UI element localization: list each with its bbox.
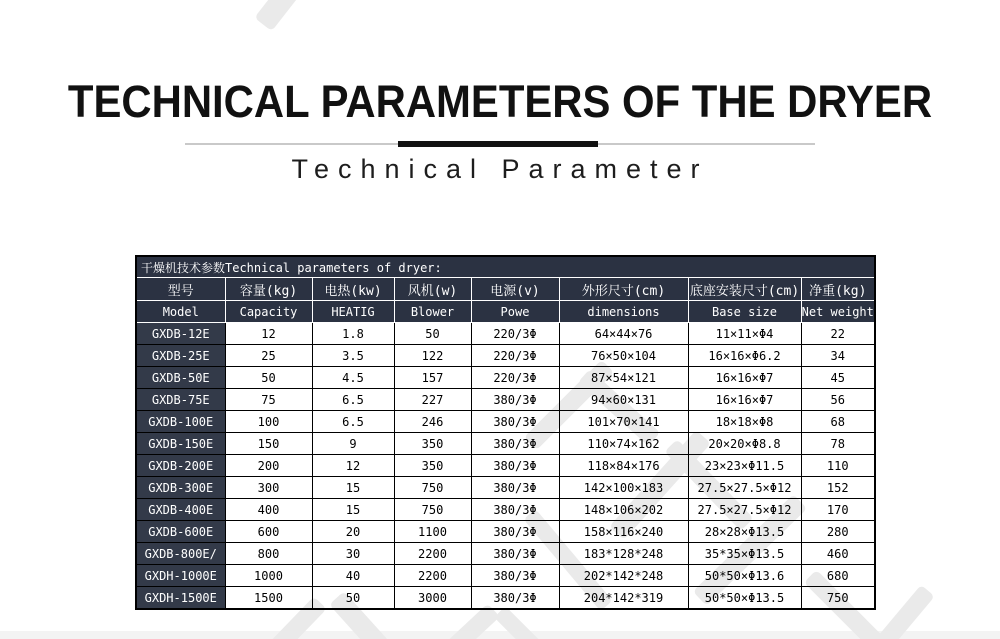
cell-blower: 2200 — [394, 565, 471, 587]
cell-net-weight: 56 — [801, 389, 875, 411]
cell-capacity: 1500 — [225, 587, 312, 610]
cell-heatig: 3.5 — [312, 345, 394, 367]
table-row — [136, 389, 875, 411]
cell-powe: 220/3Φ — [471, 367, 559, 389]
table-row — [136, 565, 875, 587]
header-en-base-size: Base size — [688, 301, 801, 323]
cell-blower: 246 — [394, 411, 471, 433]
cell-dimensions: 142×100×183 — [559, 477, 688, 499]
cell-model: GXDB-150E — [136, 433, 225, 455]
cell-heatig: 6.5 — [312, 411, 394, 433]
table-row — [136, 455, 875, 477]
cell-heatig: 30 — [312, 543, 394, 565]
cell-heatig: 4.5 — [312, 367, 394, 389]
cell-model: GXDB-800E/ — [136, 543, 225, 565]
header-zh-dimensions: 外形尺寸(cm) — [559, 278, 688, 301]
cell-blower: 227 — [394, 389, 471, 411]
cell-dimensions: 76×50×104 — [559, 345, 688, 367]
bottom-strip — [0, 631, 1000, 639]
cell-base-size: 50*50×Φ13.5 — [688, 587, 801, 610]
header-en-model: Model — [136, 301, 225, 323]
cell-model: GXDB-400E — [136, 499, 225, 521]
cell-powe: 380/3Φ — [471, 521, 559, 543]
header-row-zh — [136, 278, 875, 301]
cell-dimensions: 101×70×141 — [559, 411, 688, 433]
cell-net-weight: 280 — [801, 521, 875, 543]
header-zh-capacity: 容量(kg) — [225, 278, 312, 301]
cell-dimensions: 204*142*319 — [559, 587, 688, 610]
header-en-net-weight: Net weight — [801, 301, 875, 323]
cell-model: GXDB-100E — [136, 411, 225, 433]
table-row — [136, 521, 875, 543]
cell-model: GXDH-1000E — [136, 565, 225, 587]
cell-base-size: 16×16×Φ7 — [688, 367, 801, 389]
table-row — [136, 477, 875, 499]
cell-net-weight: 750 — [801, 587, 875, 610]
cell-net-weight: 34 — [801, 345, 875, 367]
cell-base-size: 16×16×Φ7 — [688, 389, 801, 411]
table-row — [136, 323, 875, 345]
cell-heatig: 15 — [312, 499, 394, 521]
cell-heatig: 40 — [312, 565, 394, 587]
table-row — [136, 345, 875, 367]
cell-powe: 380/3Φ — [471, 543, 559, 565]
cell-dimensions: 202*142*248 — [559, 565, 688, 587]
header-en-heatig: HEATIG — [312, 301, 394, 323]
cell-heatig: 9 — [312, 433, 394, 455]
cell-model: GXDB-300E — [136, 477, 225, 499]
header-zh-powe: 电源(v) — [471, 278, 559, 301]
cell-heatig: 1.8 — [312, 323, 394, 345]
table-row — [136, 587, 875, 610]
cell-model: GXDB-600E — [136, 521, 225, 543]
table-caption-row — [136, 256, 875, 278]
cell-dimensions: 148×106×202 — [559, 499, 688, 521]
cell-blower: 50 — [394, 323, 471, 345]
cell-blower: 350 — [394, 455, 471, 477]
cell-powe: 380/3Φ — [471, 433, 559, 455]
cell-net-weight: 460 — [801, 543, 875, 565]
cell-capacity: 400 — [225, 499, 312, 521]
header-row-en — [136, 301, 875, 323]
cell-base-size: 27.5×27.5×Φ12 — [688, 477, 801, 499]
cell-blower: 2200 — [394, 543, 471, 565]
cell-blower: 3000 — [394, 587, 471, 610]
cell-blower: 122 — [394, 345, 471, 367]
cell-net-weight: 680 — [801, 565, 875, 587]
divider-line — [185, 143, 815, 145]
cell-capacity: 150 — [225, 433, 312, 455]
cell-net-weight: 152 — [801, 477, 875, 499]
table-row — [136, 433, 875, 455]
cell-powe: 380/3Φ — [471, 411, 559, 433]
cell-model: GXDB-75E — [136, 389, 225, 411]
cell-model: GXDB-25E — [136, 345, 225, 367]
header-zh-base-size: 底座安装尺寸(cm) — [688, 278, 801, 301]
cell-model: GXDH-1500E — [136, 587, 225, 610]
parameters-table — [135, 255, 876, 610]
header-en-blower: Blower — [394, 301, 471, 323]
divider-accent-bar — [398, 141, 598, 147]
cell-net-weight: 45 — [801, 367, 875, 389]
cell-capacity: 300 — [225, 477, 312, 499]
cell-dimensions: 118×84×176 — [559, 455, 688, 477]
cell-powe: 380/3Φ — [471, 477, 559, 499]
cell-dimensions: 110×74×162 — [559, 433, 688, 455]
cell-blower: 350 — [394, 433, 471, 455]
cell-model: GXDB-12E — [136, 323, 225, 345]
table-caption: 干燥机技术参数Technical parameters of dryer: — [136, 256, 875, 278]
table-row — [136, 543, 875, 565]
table-row — [136, 411, 875, 433]
header-zh-model: 型号 — [136, 278, 225, 301]
cell-net-weight: 110 — [801, 455, 875, 477]
watermark-stroke — [254, 0, 303, 31]
cell-blower: 1100 — [394, 521, 471, 543]
cell-powe: 380/3Φ — [471, 389, 559, 411]
header-en-powe: Powe — [471, 301, 559, 323]
cell-dimensions: 94×60×131 — [559, 389, 688, 411]
cell-model: GXDB-50E — [136, 367, 225, 389]
cell-blower: 750 — [394, 499, 471, 521]
cell-blower: 750 — [394, 477, 471, 499]
cell-capacity: 200 — [225, 455, 312, 477]
cell-base-size: 50*50×Φ13.6 — [688, 565, 801, 587]
header-en-dimensions: dimensions — [559, 301, 688, 323]
cell-heatig: 20 — [312, 521, 394, 543]
cell-base-size: 16×16×Φ6.2 — [688, 345, 801, 367]
cell-blower: 157 — [394, 367, 471, 389]
page-title: TECHNICAL PARAMETERS OF THE DRYER — [67, 76, 933, 127]
cell-dimensions: 87×54×121 — [559, 367, 688, 389]
cell-heatig: 12 — [312, 455, 394, 477]
header-zh-heatig: 电热(kw) — [312, 278, 394, 301]
cell-powe: 380/3Φ — [471, 455, 559, 477]
cell-heatig: 15 — [312, 477, 394, 499]
cell-net-weight: 170 — [801, 499, 875, 521]
cell-capacity: 25 — [225, 345, 312, 367]
cell-powe: 380/3Φ — [471, 499, 559, 521]
cell-base-size: 27.5×27.5×Φ12 — [688, 499, 801, 521]
table-row — [136, 367, 875, 389]
cell-dimensions: 64×44×76 — [559, 323, 688, 345]
cell-capacity: 100 — [225, 411, 312, 433]
cell-capacity: 12 — [225, 323, 312, 345]
cell-capacity: 800 — [225, 543, 312, 565]
page-subtitle: Technical Parameter — [291, 154, 709, 184]
cell-dimensions: 183*128*248 — [559, 543, 688, 565]
cell-base-size: 20×20×Φ8.8 — [688, 433, 801, 455]
header-en-capacity: Capacity — [225, 301, 312, 323]
cell-powe: 220/3Φ — [471, 345, 559, 367]
cell-heatig: 6.5 — [312, 389, 394, 411]
cell-model: GXDB-200E — [136, 455, 225, 477]
cell-powe: 380/3Φ — [471, 587, 559, 610]
cell-net-weight: 22 — [801, 323, 875, 345]
cell-powe: 220/3Φ — [471, 323, 559, 345]
cell-base-size: 28×28×Φ13.5 — [688, 521, 801, 543]
cell-net-weight: 68 — [801, 411, 875, 433]
cell-capacity: 600 — [225, 521, 312, 543]
cell-capacity: 50 — [225, 367, 312, 389]
cell-dimensions: 158×116×240 — [559, 521, 688, 543]
cell-capacity: 1000 — [225, 565, 312, 587]
cell-net-weight: 78 — [801, 433, 875, 455]
cell-base-size: 35*35×Φ13.5 — [688, 543, 801, 565]
header-zh-blower: 风机(w) — [394, 278, 471, 301]
cell-base-size: 11×11×Φ4 — [688, 323, 801, 345]
header-zh-net-weight: 净重(kg) — [801, 278, 875, 301]
cell-base-size: 23×23×Φ11.5 — [688, 455, 801, 477]
cell-capacity: 75 — [225, 389, 312, 411]
cell-heatig: 50 — [312, 587, 394, 610]
cell-base-size: 18×18×Φ8 — [688, 411, 801, 433]
cell-powe: 380/3Φ — [471, 565, 559, 587]
table-row — [136, 499, 875, 521]
